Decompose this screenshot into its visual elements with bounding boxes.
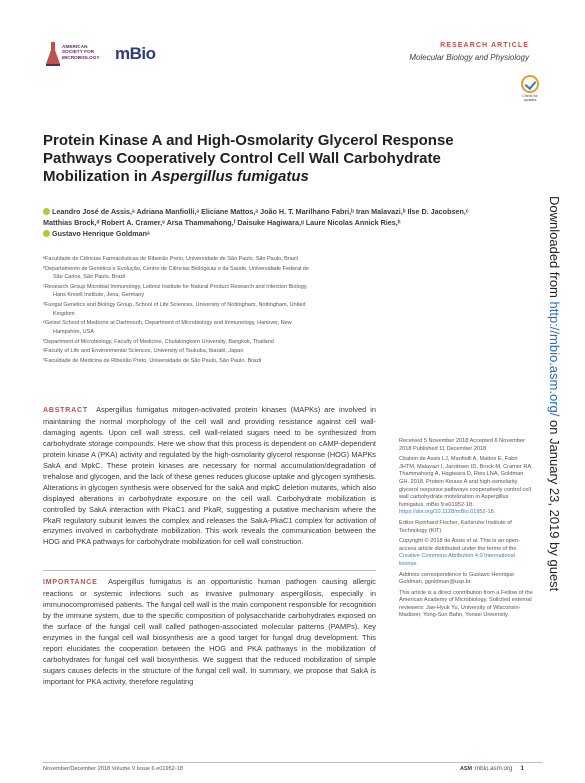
copyright <box>399 538 533 568</box>
affiliation: ᵇDepartamento de Genética e Evolução, Centro de Ciências Biológicas e da Saúde, Universidade Federal de São Carlos, São Paulo, Brazil <box>43 265 309 281</box>
author-names: Leandro José de Assis,ᵃ Adriana Manfiolli,ᵃ Eliciane Mattos,ᵃ João H. T. Marilhano Fabri,ᵇ Iran Malavazi,ᵇ Ilse D. Jacobsen,ᶜ <box>52 207 469 216</box>
asm-logo <box>46 40 108 70</box>
abstract <box>43 405 376 548</box>
flask-icon <box>46 42 60 66</box>
journal-section: Molecular Biology and Physiology <box>409 53 529 62</box>
affiliation: ᵍFaculty of Life and Environmental Sciences, University of Tsukuba, Ibaraki, Japan <box>43 348 244 355</box>
license-link[interactable]: Creative Commons Attribution 4.0 International license. <box>399 553 515 567</box>
affiliation: ᵃFaculdade de Ciências Farmacêuticas de Ribeirão Preto, Universidade de São Paulo, São Paulo, Brazil <box>43 256 298 262</box>
article-type: RESEARCH ARTICLE <box>440 42 529 49</box>
footer-divider <box>43 762 543 763</box>
publication-dates: Received 5 November 2018 Accepted 6 November 2018 Published 11 December 2018 <box>399 438 525 452</box>
title-line: Pathways Cooperatively Control Cell Wall Carbohydrate <box>43 150 441 167</box>
affiliation: ʰFaculdade de Medicina de Ribeirão Preto, Universidade de São Paulo, São Paulo, Brazil <box>43 358 262 365</box>
author-names: Gustavo Henrique Goldmanᵃ <box>52 229 150 238</box>
check-updates-label: Check for updates <box>522 94 538 102</box>
author-row: Matthias Brock,ᵈ Robert A. Cramer,ᵉ Arsa Thammahong,ᶠ Daisuke Hagiwara,ᵍ Laure Nicolas Annick Ries,ʰ <box>43 218 401 227</box>
check-updates-icon <box>521 75 539 93</box>
author-row <box>43 228 543 239</box>
stamp-suffix: on January 23, 2019 by guest <box>547 416 562 592</box>
footer-site <box>460 765 524 772</box>
title-line: Protein Kinase A and High-Osmolarity Glycerol Response <box>43 132 454 149</box>
title-line <box>43 168 483 186</box>
editor: Editor Reinhard Fischer, Karlsruhe Institute of Technology (KIT) <box>399 519 512 534</box>
importance-heading: IMPORTANCE <box>43 579 98 586</box>
orcid-icon[interactable] <box>43 208 50 215</box>
asm-logo-text: AMERICAN SOCIETY FOR MICROBIOLOGY <box>62 44 100 60</box>
copyright-text: Copyright © 2018 de Assis et al. This is an open-access article distributed under the terms of the <box>399 538 520 552</box>
affiliation: ᶠDepartment of Microbiology, Faculty of Medicine, Chulalongkorn University, Bangkok, Thailand <box>43 338 274 345</box>
citation-doi-link[interactable]: https://doi.org/10.1128/mBio.01952-18. <box>399 509 496 516</box>
abstract-text: Aspergillus fumigatus mitogen-activated protein kinases (MAPKs) are involved in maintaining the normal morphology of the cell wall and providing resistance against cell wall-damaging agents. Upon cell wall stress, cell wall-related sugars need to be synthesized from carbohydrate storage compounds. Here we show that this process is dependent on cAMP-dependent protein kinase A (PKA) activity and regulated by the high-osmolarity glycerol response (HOG) MAPKs SakA and MpkC. These protein kinases are necessary for normal accumulation/degradation of trehalose and glycogen, and the lack of these genes reduces glucose uptake and glycogen synthesis. Alterations in glycogen synthesis were observed for the sakA and mpkC deletion mutants, which also displayed alterations in carbohydrate exposure on the cell wall. Carbohydrate mobilization is controlled by SakA interaction with PkaC1 and PkaR, suggesting a putative mechanism where the PkaR regulatory subunit leaves the complex and releases the SakA-PkaC1 complex for activation of enzymes involved in carbohydrate mobilization. This work reveals the communication between the HOG and PKA pathways for carbohydrate mobilization for cell wall construction. <box>43 405 376 547</box>
section-divider <box>43 570 376 571</box>
abstract-heading: ABSTRACT <box>43 407 88 414</box>
title-species: Aspergillus fumigatus <box>151 168 309 185</box>
stamp-link[interactable]: http://mbio.asm.org/ <box>547 301 562 417</box>
title-text: Mobilization in <box>43 168 152 185</box>
affiliations <box>43 255 373 367</box>
site-link[interactable]: mbio.asm.org <box>474 765 513 772</box>
affiliation: ᶜResearch Group Microbial Immunology, Leibniz Institute for Natural Product Research and Infection Biology, Hans Knoell Institute, Jena, Germany <box>43 284 308 299</box>
citation <box>399 456 533 517</box>
author-row <box>43 206 543 217</box>
footer-issue-info: November/December 2018 Volume 9 Issue 6 e01952-18 <box>43 766 183 772</box>
direct-contribution: This article is a direct contribution from a Fellow of the American Academy of Microbiology. Solicited external reviewers: Jae-Hyuk Yu, University of Wisconsin-Madison; Yong-Sun Bahn, Yonsei University. <box>399 589 533 619</box>
article-title <box>43 132 483 186</box>
citation-text: Citation de Assis LJ, Manfiolli A, Mattos E, Fabri JHTM, Malavazi I, Jacobsen ID, Brock M, Cramer RA, Thammahong A, Hagiwara D, Ries LNA, Goldman GH. 2018. Protein Kinase A and high-osmolarity glycerol response pathways cooperatively control cell wall carbohydrate mobilization in Aspergillus fumigatus. mBio 9:e01952-18. <box>399 456 533 508</box>
download-stamp <box>547 196 562 592</box>
correspondence: Address correspondence to Gustavo Henrique Goldman, ggoldman@usp.br. <box>399 571 515 586</box>
affiliation: ᵉGeisel School of Medicine at Dartmouth, Department of Microbiology and Immunology, Hanover, New Hampshire, USA <box>43 320 292 335</box>
asm-footer-logo: ASM <box>460 766 472 772</box>
stamp-prefix: Downloaded from <box>547 196 562 302</box>
journal-logo: mBio <box>115 44 156 63</box>
importance-text: Aspergillus fumigatus is an opportunistic human pathogen causing allergic reactions or systemic infections such as invasive pulmonary aspergillosis, especially in immunocompromised patients. The fungal cell wall is the main component responsible for recognition by the immune system, due to the specific composition of polysaccharide carbohydrates exposed on the surface of the fungal cell wall called pathogen-associated molecular patterns (PAMPs). Key enzymes in the fungal cell wall biosynthesis are a good target for fungal drug development. This report elucidates the cooperation between the HOG and PKA pathways in the mobilization of carbohydrates for fungal cell wall biosynthesis. We suggest that the reduced mobilization of simple sugars causes defects in the structure of the fungal cell wall. In summary, we propose that SakA is important for PKA activity, therefore regulating <box>43 577 376 686</box>
affiliation: ᵈFungal Genetics and Biology Group, School of Life Sciences, University of Nottingham, Nottingham, United Kingdom <box>43 302 306 317</box>
page-number: 1 <box>520 765 524 772</box>
importance <box>43 577 376 688</box>
orcid-icon[interactable] <box>43 230 50 237</box>
article-info-sidebar <box>399 438 533 623</box>
author-list <box>43 206 543 239</box>
check-for-updates-button[interactable] <box>519 75 541 103</box>
